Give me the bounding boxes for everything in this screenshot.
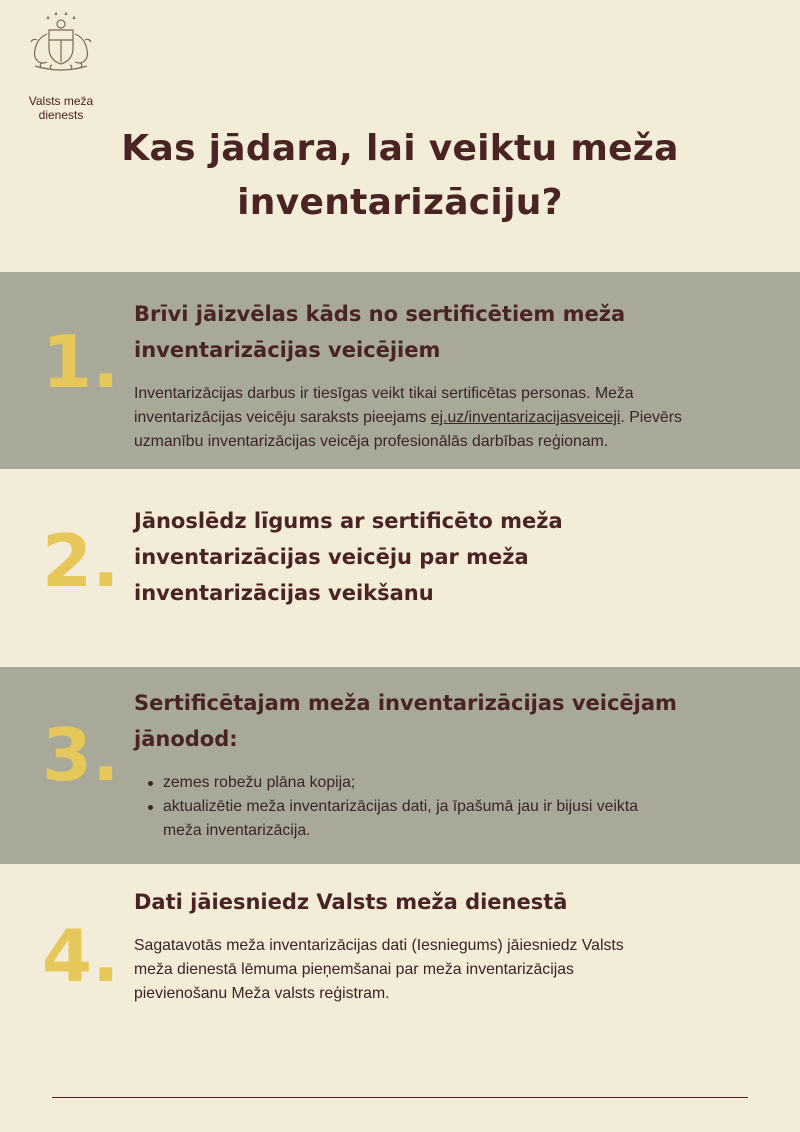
list-item: [146, 771, 766, 795]
step-heading: [134, 884, 754, 920]
step-body-text: inventarizācijas veicēju saraksts pieejams: [134, 409, 431, 426]
organization-name: [18, 94, 104, 122]
step-body-line: [134, 406, 784, 430]
step-heading: [134, 296, 754, 368]
organization-name-line2: dienests: [38, 108, 84, 122]
step-number: 2.: [42, 519, 120, 603]
step-heading-line: inventarizācijas veicējiem: [134, 338, 441, 362]
step-body-text: . Pievērs: [620, 409, 682, 426]
step-heading-line: inventarizācijas veikšanu: [134, 581, 434, 605]
list-item: [146, 795, 766, 843]
step-2-section: [0, 469, 800, 667]
latvian-coat-of-arms-icon: [23, 10, 99, 72]
step-body-line: Sagatavotās meža inventarizācijas dati (Iesniegums) jāiesniedz Valsts: [134, 937, 624, 954]
inventory-performers-link[interactable]: ej.uz/inventarizacijasveiceji: [430, 409, 621, 426]
step-heading-line: Brīvi jāizvēlas kāds no sertificētiem meža: [134, 302, 626, 326]
page-title: [0, 122, 800, 230]
page-title-line2: inventarizāciju?: [237, 182, 563, 223]
step-heading: [134, 503, 754, 611]
step-4-section: [0, 864, 800, 1064]
bullet-list: [146, 771, 766, 843]
step-number: 1.: [42, 320, 120, 404]
step-heading-line: Dati jāiesniedz Valsts meža dienestā: [134, 890, 568, 914]
organization-name-line1: Valsts meža: [28, 94, 94, 108]
page-title-line1: Kas jādara, lai veiktu meža: [121, 128, 679, 169]
footer-divider: [52, 1097, 748, 1098]
logo: [18, 10, 104, 122]
step-body-line: uzmanību inventarizācijas veicēja profesionālās darbības reģionam.: [134, 433, 609, 450]
step-heading-line: Jānoslēdz līgums ar sertificēto meža: [134, 509, 563, 533]
step-heading-line: jānodod:: [134, 727, 238, 751]
list-item-text: meža inventarizācija.: [163, 822, 311, 839]
step-1-section: [0, 272, 800, 469]
step-number: 4.: [42, 914, 120, 998]
step-body-line: pievienošanu Meža valsts reģistram.: [134, 985, 390, 1002]
step-heading: [134, 685, 754, 757]
step-body: [134, 382, 784, 454]
step-heading-line: inventarizācijas veicēju par meža: [134, 545, 529, 569]
list-item-text: aktualizētie meža inventarizācijas dati, ja īpašumā jau ir bijusi veikta: [163, 798, 639, 815]
list-item-text: zemes robežu plāna kopija;: [163, 774, 356, 791]
step-body-line: meža dienestā lēmuma pieņemšanai par meža inventarizācijas: [134, 961, 574, 978]
step-heading-line: Sertificētajam meža inventarizācijas veicējam: [134, 691, 677, 715]
step-3-section: [0, 667, 800, 864]
step-body-line: Inventarizācijas darbus ir tiesīgas veikt tikai sertificētas personas. Meža: [134, 385, 634, 402]
step-body: [134, 934, 784, 1006]
step-number: 3.: [42, 713, 120, 797]
